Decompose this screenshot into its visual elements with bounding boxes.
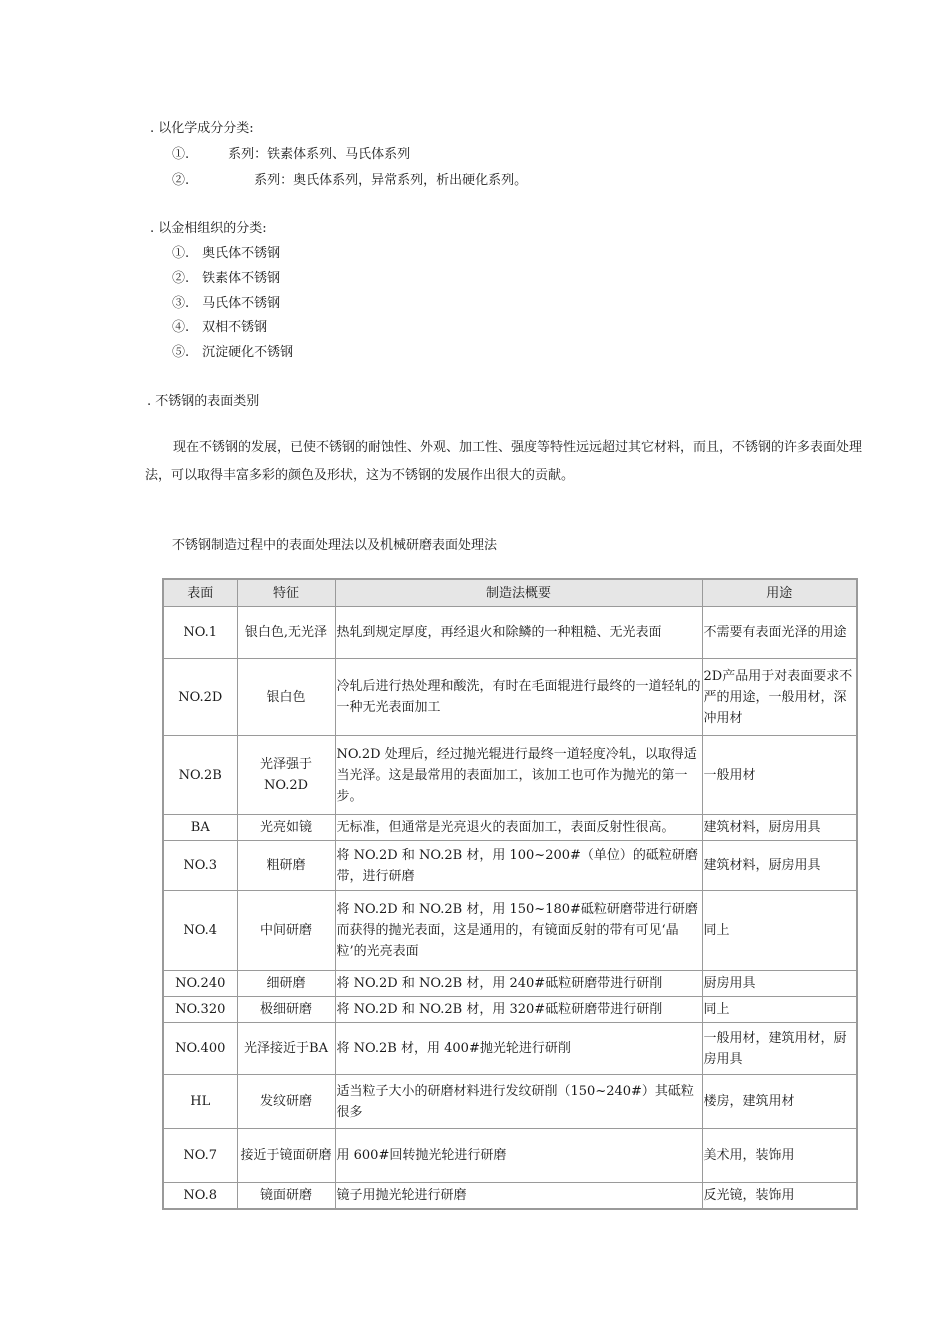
cell-surface: NO.2D <box>163 659 237 736</box>
chemical-heading: . 以化学成分分类: <box>150 121 254 136</box>
table-header-row <box>163 579 857 607</box>
header-feature: 特征 <box>237 579 335 607</box>
table-row <box>163 659 857 736</box>
table-row <box>163 1129 857 1183</box>
cell-surface: NO.4 <box>163 891 237 971</box>
table-row <box>163 1183 857 1209</box>
cell-feature: 光泽强于NO.2D <box>237 736 335 815</box>
cell-surface: NO.1 <box>163 607 237 659</box>
metallographic-item-3: ③. 马氏体不锈钢 <box>172 296 281 311</box>
cell-surface: NO.3 <box>163 841 237 891</box>
cell-use: 建筑材料，厨房用具 <box>702 841 857 891</box>
metallographic-heading: . 以金相组织的分类: <box>150 221 267 236</box>
chemical-item-1: ①. 系列：铁素体系列、马氏体系列 <box>172 147 411 162</box>
cell-method: 冷轧后进行热处理和酸洗，有时在毛面辊进行最终的一道轻轧的一种无光表面加工 <box>335 659 702 736</box>
cell-surface: HL <box>163 1075 237 1129</box>
cell-use: 厨房用具 <box>702 971 857 997</box>
cell-method: 热轧到规定厚度，再经退火和除鳞的一种粗糙、无光表面 <box>335 607 702 659</box>
surface-heading: . 不锈钢的表面类别 <box>147 394 260 409</box>
table-caption: 不锈钢制造过程中的表面处理法以及机械研磨表面处理法 <box>172 538 498 553</box>
surface-paragraph: 现在不锈钢的发展，已使不锈钢的耐蚀性、外观、加工性、强度等特性远远超过其它材料，而且，不锈钢的许多表面处理法，可以取得丰富多彩的颜色及形状，这为不锈钢的发展作出很大的贡献。 <box>145 440 863 483</box>
cell-surface: BA <box>163 815 237 841</box>
cell-surface: NO.7 <box>163 1129 237 1183</box>
metallographic-item-4: ④. 双相不锈钢 <box>172 320 268 335</box>
cell-feature: 银白色,无光泽 <box>237 607 335 659</box>
cell-use: 楼房，建筑用材 <box>702 1075 857 1129</box>
cell-feature: 中间研磨 <box>237 891 335 971</box>
table-row <box>163 997 857 1023</box>
cell-method: 将 NO.2D 和 NO.2B 材，用 100~200#（单位）的砥粒研磨带，进行研磨 <box>335 841 702 891</box>
cell-use: 反光镜，装饰用 <box>702 1183 857 1209</box>
table-row <box>163 891 857 971</box>
cell-method: 将 NO.2D 和 NO.2B 材，用 320#砥粒研磨带进行研削 <box>335 997 702 1023</box>
cell-feature: 光亮如镜 <box>237 815 335 841</box>
cell-surface: NO.320 <box>163 997 237 1023</box>
cell-feature: 接近于镜面研磨 <box>237 1129 335 1183</box>
header-use: 用途 <box>702 579 857 607</box>
cell-use: 建筑材料，厨房用具 <box>702 815 857 841</box>
table-row <box>163 1023 857 1075</box>
metallographic-item-1: ①. 奥氏体不锈钢 <box>172 246 281 261</box>
metallographic-item-5: ⑤. 沉淀硬化不锈钢 <box>172 345 294 360</box>
cell-use: 一般用材，建筑用材，厨房用具 <box>702 1023 857 1075</box>
table-row <box>163 971 857 997</box>
cell-feature: 细研磨 <box>237 971 335 997</box>
cell-surface: NO.2B <box>163 736 237 815</box>
cell-use: 一般用材 <box>702 736 857 815</box>
cell-method: 适当粒子大小的研磨材料进行发纹研削（150~240#）其砥粒很多 <box>335 1075 702 1129</box>
cell-feature: 粗研磨 <box>237 841 335 891</box>
cell-method: 镜子用抛光轮进行研磨 <box>335 1183 702 1209</box>
table-row <box>163 841 857 891</box>
cell-use: 2D产品用于对表面要求不严的用途，一般用材，深冲用材 <box>702 659 857 736</box>
cell-feature: 发纹研磨 <box>237 1075 335 1129</box>
cell-use: 不需要有表面光泽的用途 <box>702 607 857 659</box>
cell-method: 将 NO.2D 和 NO.2B 材，用 150~180#砥粒研磨带进行研磨而获得的抛光表面，这是通用的，有镜面反射的带有可见‘晶粒’的光亮表面 <box>335 891 702 971</box>
metallographic-item-2: ②. 铁素体不锈钢 <box>172 271 281 286</box>
cell-method: NO.2D 处理后，经过抛光辊进行最终一道轻度冷轧，以取得适当光泽。这是最常用的表面加工，该加工也可作为抛光的第一步。 <box>335 736 702 815</box>
cell-use: 同上 <box>702 891 857 971</box>
surface-treatment-table <box>162 578 858 1210</box>
cell-use: 美术用，装饰用 <box>702 1129 857 1183</box>
cell-feature: 银白色 <box>237 659 335 736</box>
table-row <box>163 1075 857 1129</box>
table-row <box>163 607 857 659</box>
header-method: 制造法概要 <box>335 579 702 607</box>
cell-method: 无标准，但通常是光亮退火的表面加工，表面反射性很高。 <box>335 815 702 841</box>
table-row <box>163 815 857 841</box>
cell-feature: 镜面研磨 <box>237 1183 335 1209</box>
cell-surface: NO.8 <box>163 1183 237 1209</box>
cell-feature: 光泽接近于BA <box>237 1023 335 1075</box>
cell-surface: NO.400 <box>163 1023 237 1075</box>
cell-method: 将 NO.2B 材，用 400#抛光轮进行研削 <box>335 1023 702 1075</box>
table-row <box>163 736 857 815</box>
cell-feature: 极细研磨 <box>237 997 335 1023</box>
cell-surface: NO.240 <box>163 971 237 997</box>
cell-use: 同上 <box>702 997 857 1023</box>
cell-method: 用 600#回转抛光轮进行研磨 <box>335 1129 702 1183</box>
cell-method: 将 NO.2D 和 NO.2B 材，用 240#砥粒研磨带进行研削 <box>335 971 702 997</box>
header-surface: 表面 <box>163 579 237 607</box>
chemical-item-2: ②. 系列：奥氏体系列，异常系列，析出硬化系列。 <box>172 173 528 188</box>
